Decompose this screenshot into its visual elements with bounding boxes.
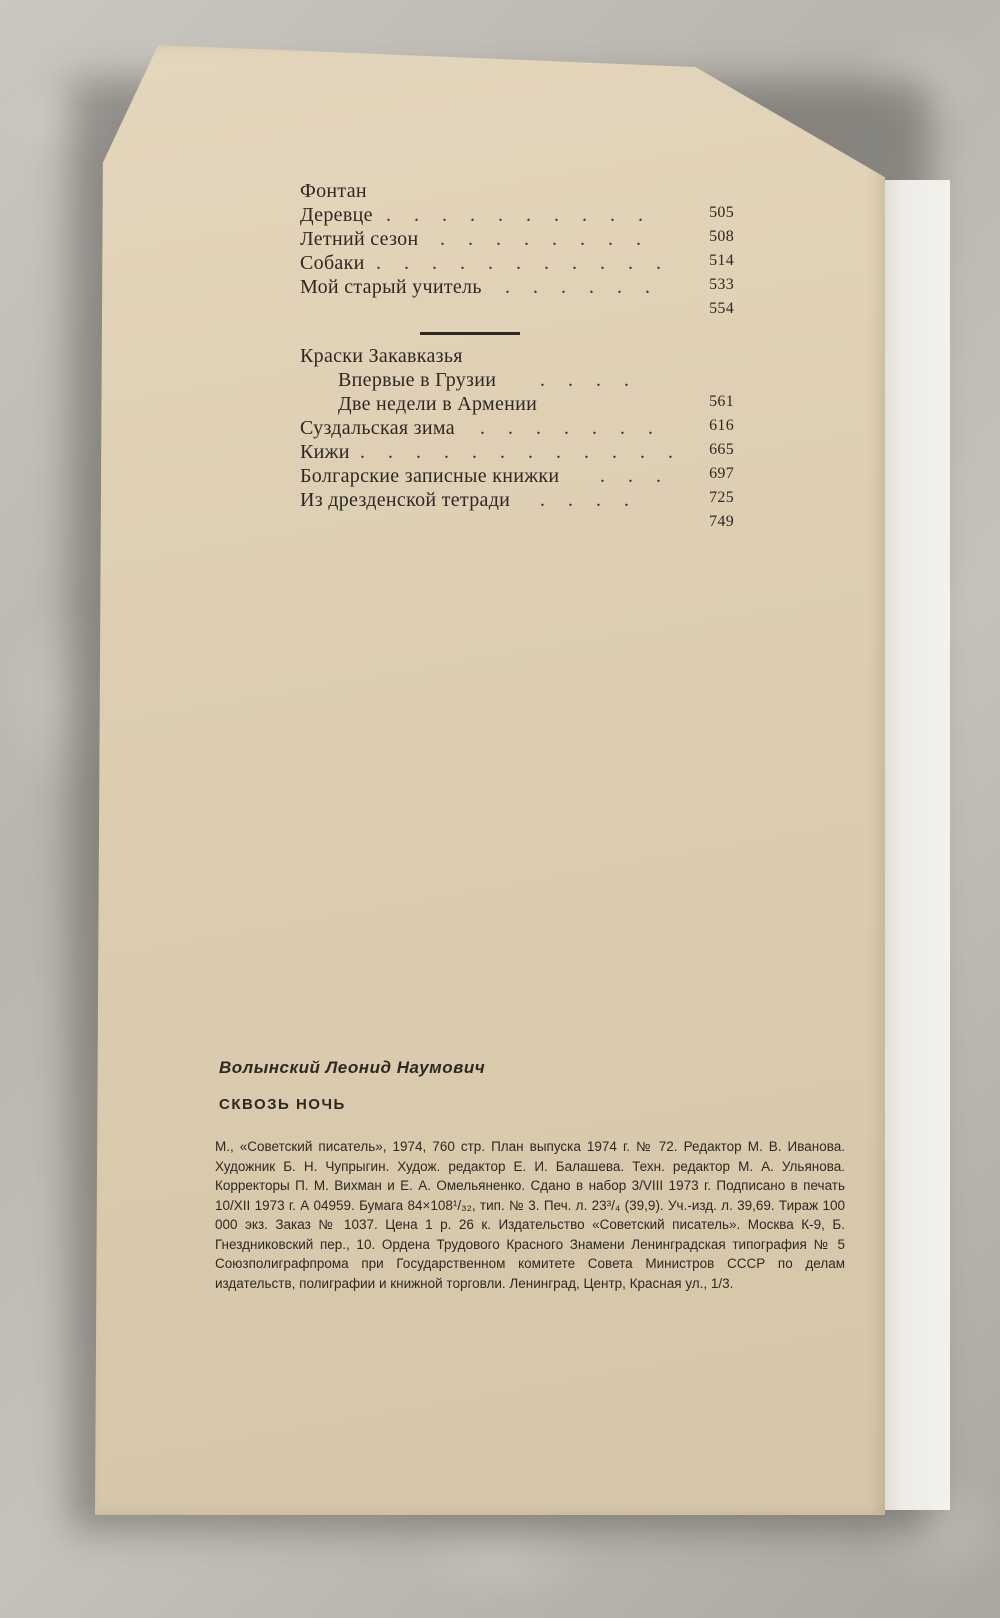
toc-leader-dots: . . . . . . . bbox=[480, 417, 662, 439]
toc-entry bbox=[300, 252, 734, 276]
author-name: Волынский Леонид Наумович bbox=[219, 1058, 486, 1077]
toc-leader-dots: . . . . bbox=[540, 489, 638, 511]
toc-entry bbox=[300, 441, 734, 465]
toc-entry bbox=[300, 228, 734, 252]
toc-entry-title: Летний сезон bbox=[300, 228, 419, 250]
toc-entry-page: 561 bbox=[709, 393, 734, 410]
toc-entry-page: 533 bbox=[709, 276, 734, 293]
toc-entry-title: Мой старый учитель bbox=[300, 276, 482, 298]
toc-entry-title: Собаки bbox=[300, 252, 365, 274]
toc-leader-dots: . . . bbox=[600, 465, 670, 487]
section-divider bbox=[420, 332, 520, 335]
toc-entry bbox=[300, 513, 734, 537]
toc-entry-title: Впервые в Грузии bbox=[338, 369, 497, 391]
toc-leader-dots: . . . . . . . . . . bbox=[386, 204, 652, 226]
toc-entry bbox=[300, 276, 734, 300]
book-title: СКВОЗЬ НОЧЬ bbox=[219, 1096, 346, 1113]
toc-entry-page: 616 bbox=[709, 417, 734, 434]
imprint-text: М., «Советский писатель», 1974, 760 стр. План выпуска 1974 г. № 72. Редактор М. В. Иванова. Художник Б. Н. Чупрыгин. Худож. редактор Е. И. Балашева. Техн. редактор М. А. Ульянова. Корректоры П. М. Вихман и Е. А. Омельяненко. Сдано в набор 3/VIII 1973 г. Подписано в печать 10/XII 1973 г. А 04959. Бумага 84×108¹/₃₂, тип. № 3. Печ. л. 23³/₄ (39,9). Уч.-изд. л. 39,69. Тираж 100 000 экз. Заказ № 1037. Цена 1 р. 26 к. Издательство «Советский писатель». Москва К-9, Б. Гнездниковский пер., 10. Ордена Трудового Красного Знамени Ленинградская типография № 5 Союзполиграфпрома при Государственном комитете Совета Министров СССР по делам издательств, полиграфии и книжной торговли. Ленинград, Центр, Красная ул., 1/3. bbox=[215, 1139, 845, 1291]
toc-entry bbox=[300, 489, 734, 513]
toc-entry-page: 505 bbox=[709, 204, 734, 221]
toc-leader-dots: . . . . bbox=[540, 369, 638, 391]
table-of-contents bbox=[300, 180, 734, 537]
toc-entry-title: Деревце bbox=[300, 204, 373, 226]
toc-entry-page: 514 bbox=[709, 252, 734, 269]
toc-leader-dots: . . . . . . bbox=[505, 276, 659, 298]
toc-entry bbox=[300, 369, 730, 393]
toc-leader-dots: . . . . . . . . . . . bbox=[376, 252, 670, 274]
toc-entry bbox=[300, 204, 734, 228]
toc-section-heading bbox=[300, 345, 730, 369]
toc-entry-title: Суздальская зима bbox=[300, 417, 455, 439]
toc-entry bbox=[300, 180, 730, 204]
toc-section-title: Краски Закавказья bbox=[300, 345, 463, 367]
toc-entry-title: Две недели в Армении bbox=[338, 393, 538, 415]
toc-entry bbox=[300, 465, 734, 489]
toc-entry-page: 697 bbox=[709, 465, 734, 482]
colophon bbox=[215, 1058, 865, 1293]
toc-entry bbox=[300, 417, 734, 441]
toc-entry-page: 554 bbox=[709, 300, 734, 317]
toc-entry-page: 665 bbox=[709, 441, 734, 458]
toc-entry-page: 725 bbox=[709, 489, 734, 506]
toc-entry-page: 508 bbox=[709, 228, 734, 245]
toc-entry-title: Фонтан bbox=[300, 180, 367, 202]
toc-entry-title: Из дрезденской тетради bbox=[300, 489, 511, 511]
toc-leader-dots: . . . . . . . . . . . . bbox=[360, 441, 682, 463]
toc-entry-title: Кижи bbox=[300, 441, 350, 463]
toc-entry-page: 749 bbox=[709, 513, 734, 530]
toc-leader-dots: . . . . . . . . bbox=[440, 228, 650, 250]
toc-entry bbox=[300, 393, 734, 417]
toc-entry bbox=[300, 300, 734, 318]
toc-entry-title: Болгарские записные книжки bbox=[300, 465, 560, 487]
